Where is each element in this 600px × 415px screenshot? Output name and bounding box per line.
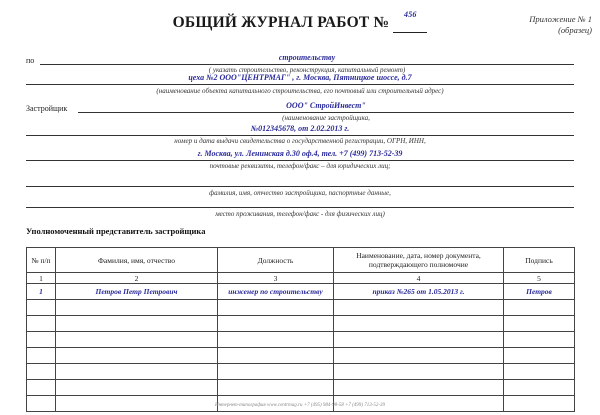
signature-cell xyxy=(504,364,575,380)
table-row xyxy=(27,284,575,300)
row-number-cell xyxy=(27,332,56,348)
row-number-cell xyxy=(27,380,56,396)
developer-certificate-hint: номер и дата выдачи свидетельства о государственной регистрации, ОГРН, ИНН, xyxy=(174,137,426,145)
full-name-cell: Петров Петр Петрович xyxy=(56,284,218,300)
authority-document-cell xyxy=(334,364,504,380)
full-name-cell xyxy=(56,364,218,380)
position-cell xyxy=(218,332,334,348)
developer-person-line xyxy=(26,186,574,187)
table-row xyxy=(27,300,575,316)
position-cell xyxy=(218,300,334,316)
developer-name-line xyxy=(78,112,574,113)
authority-document-cell xyxy=(334,380,504,396)
full-name-cell xyxy=(56,380,218,396)
signature-cell: Петров xyxy=(504,284,575,300)
journal-title-text: ОБЩИЙ ЖУРНАЛ РАБОТ № xyxy=(172,14,390,31)
position-cell xyxy=(218,380,334,396)
signature-cell xyxy=(504,316,575,332)
position-cell xyxy=(218,316,334,332)
row-number-cell xyxy=(27,316,56,332)
object-type-hint: ( указать строительство, реконструкция, капитальный ремонт) xyxy=(208,66,406,74)
journal-number-field xyxy=(393,10,427,33)
table-row xyxy=(27,316,575,332)
column-number: 1 xyxy=(27,273,56,284)
developer-name-hint: (наименование застройщика, xyxy=(282,114,370,122)
object-type-line xyxy=(40,64,574,65)
object-address-value: цеха №2 ООО"ЦЕНТРМАГ" , г. Москва, Пятницкое шоссе, д.7 xyxy=(188,73,412,82)
appendix-line-1: Приложение № 1 xyxy=(529,14,592,24)
column-number: 3 xyxy=(218,273,334,284)
developer-address-line xyxy=(26,160,574,161)
row-number-cell: 1 xyxy=(27,284,56,300)
position-cell xyxy=(218,348,334,364)
developer-residence-hint: место проживания, телефон/факс - для физических лиц) xyxy=(215,210,385,218)
authority-document-cell xyxy=(334,300,504,316)
column-header-number: № п/п xyxy=(27,248,56,273)
full-name-cell xyxy=(56,332,218,348)
developer-certificate-value: №012345678, от 2.02.2013 г. xyxy=(250,124,350,133)
row-number-cell xyxy=(27,364,56,380)
developer-address-hint: почтовые реквизиты, телефон/факс – для юридических лиц; xyxy=(209,162,391,170)
row-number-cell xyxy=(27,348,56,364)
column-header-position: Должность xyxy=(218,248,334,273)
journal-number-value: 456 xyxy=(404,10,417,19)
column-number: 4 xyxy=(334,273,504,284)
table-row xyxy=(27,380,575,396)
authority-document-cell xyxy=(334,316,504,332)
representative-table xyxy=(26,247,575,412)
column-header-authority-document: Наименование, дата, номер документа, подтверждающего полномочие xyxy=(334,248,504,273)
developer-address-value: г. Москва, ул. Ленинская д.30 оф.4, тел. +7 (499) 713-52-39 xyxy=(197,149,403,158)
full-name-cell xyxy=(56,316,218,332)
appendix-note xyxy=(472,14,592,36)
column-number-row xyxy=(27,273,575,284)
column-header-full-name: Фамилия, имя, отчество xyxy=(56,248,218,273)
signature-cell xyxy=(504,332,575,348)
object-prefix-label: по xyxy=(26,56,35,65)
position-cell: инженер по строительству xyxy=(218,284,334,300)
position-cell xyxy=(218,364,334,380)
table-row xyxy=(27,332,575,348)
authority-document-cell: приказ №265 от 1.05.2013 г. xyxy=(334,284,504,300)
column-number: 5 xyxy=(504,273,575,284)
signature-cell xyxy=(504,348,575,364)
table-row xyxy=(27,348,575,364)
column-number: 2 xyxy=(56,273,218,284)
developer-certificate-line xyxy=(26,135,574,136)
full-name-cell xyxy=(56,300,218,316)
object-address-line xyxy=(26,84,574,85)
developer-label: Застройщик xyxy=(26,104,68,113)
object-address-hint: (наименование объекта капитального строительства, его почтовый или строительный адрес) xyxy=(156,87,444,95)
representative-section-title: Уполномоченный представитель застройщика xyxy=(26,226,206,236)
table-header-row xyxy=(27,248,575,273)
signature-cell xyxy=(504,300,575,316)
developer-name-value: ООО" СтройИнвест" xyxy=(286,101,366,110)
authority-document-cell xyxy=(334,348,504,364)
printer-footer: Интернет-типография www.centrmag.ru +7 (495) 984-98-58 +7 (499) 713-52-39 xyxy=(214,403,386,408)
object-type-value: строительству xyxy=(278,53,336,62)
authority-document-cell xyxy=(334,332,504,348)
appendix-line-2: (образец) xyxy=(558,25,592,35)
row-number-cell xyxy=(27,300,56,316)
developer-person-hint: фамилия, имя, отчество застройщика, паспортные данные, xyxy=(209,189,391,197)
signature-cell xyxy=(504,380,575,396)
table-row xyxy=(27,364,575,380)
full-name-cell xyxy=(56,348,218,364)
developer-residence-line xyxy=(26,207,574,208)
column-header-signature: Подпись xyxy=(504,248,575,273)
